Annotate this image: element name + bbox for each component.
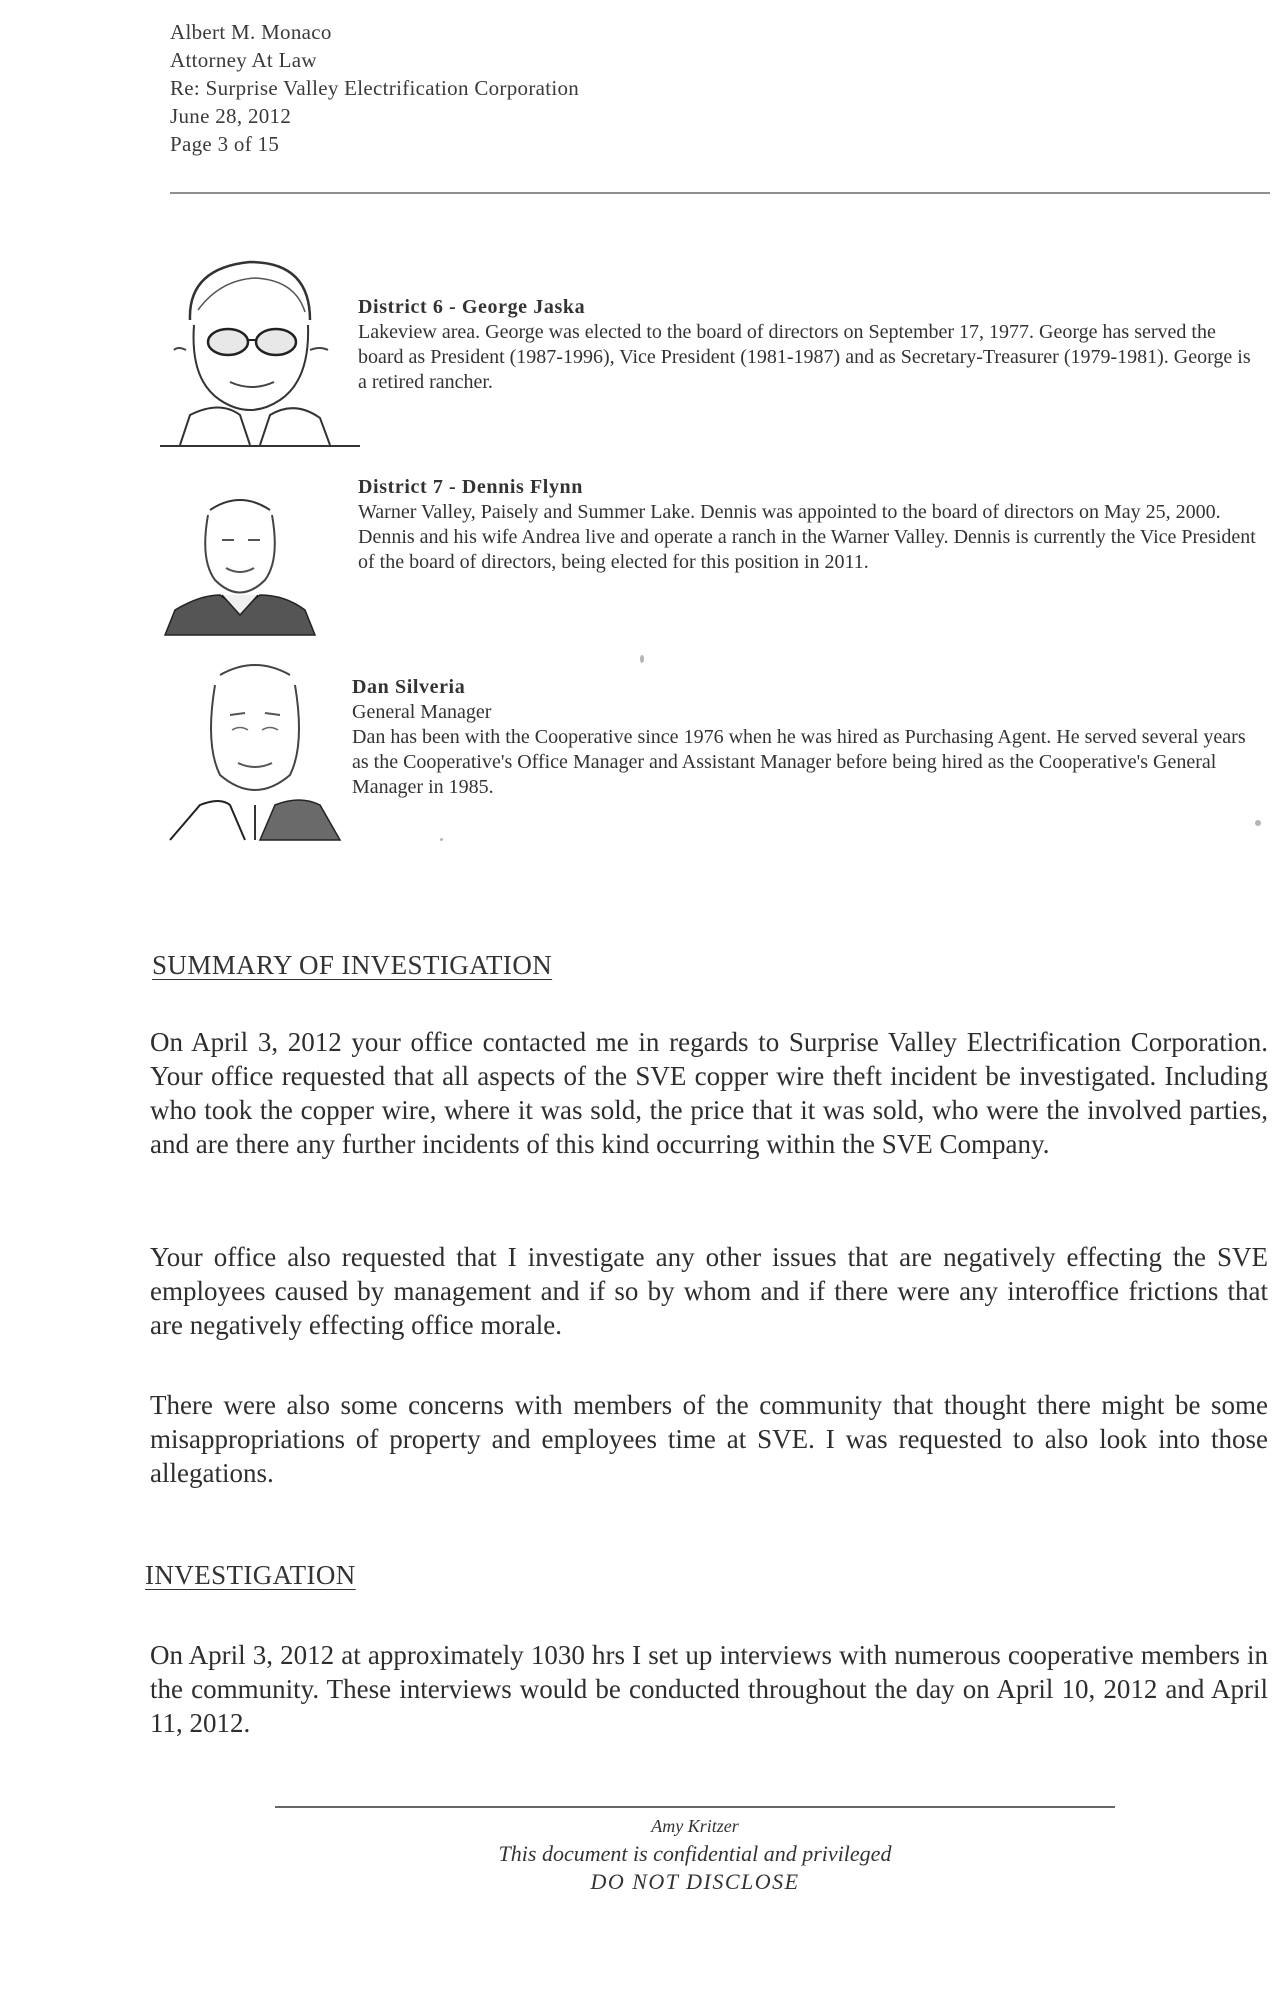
summary-paragraph: On April 3, 2012 your office contacted me in regards to Surprise Valley Electrification Corporation. Your office requested that all aspects of the SVE copper wire theft incident be investigated. Including who took the copper wire, where it was sold, the price that it was sold, who were the involved parties, and are there any further incidents of this kind occurring within the SVE Company. bbox=[150, 1027, 1268, 1159]
header-date: June 28, 2012 bbox=[170, 104, 292, 128]
member-name: Dan Silveria bbox=[352, 676, 466, 698]
footer-notice: This document is confidential and privileged bbox=[498, 1841, 892, 1866]
member-role: General Manager bbox=[352, 701, 492, 723]
portrait-dennis-flynn bbox=[160, 470, 320, 640]
header-rule bbox=[170, 192, 1270, 194]
scan-speck bbox=[1255, 820, 1261, 826]
investigation-heading: INVESTIGATION bbox=[145, 1560, 356, 1590]
footer-warning: DO NOT DISCLOSE bbox=[590, 1869, 800, 1894]
member-george-jaska bbox=[160, 250, 1270, 450]
summary-heading: SUMMARY OF INVESTIGATION bbox=[152, 950, 553, 980]
member-dennis-flynn bbox=[160, 470, 1270, 640]
footer-author: Amy Kritzer bbox=[651, 1816, 739, 1836]
footer-rule bbox=[275, 1806, 1115, 1808]
footer bbox=[275, 1812, 1115, 1896]
member-bio: Warner Valley, Paisely and Summer Lake. Dennis was appointed to the board of directors on May 25, 2000. Dennis and his wife Andrea live and operate a ranch in the Warner Valley. Dennis is currently the Vice President of the board of directors, being elected for this position in 2011. bbox=[358, 501, 1256, 573]
member-name: District 7 - Dennis Flynn bbox=[358, 476, 583, 498]
member-dan-silveria bbox=[160, 655, 1270, 845]
letter-header bbox=[170, 18, 579, 158]
member-bio: Dan has been with the Cooperative since 1976 when he was hired as Purchasing Agent. He served several years as the Cooperative's Office Manager and Assistant Manager before being hired as the Cooperative's General Manager in 1985. bbox=[352, 726, 1246, 798]
header-name: Albert M. Monaco bbox=[170, 20, 332, 44]
header-page: Page 3 of 15 bbox=[170, 132, 280, 156]
scan-speck bbox=[440, 838, 443, 841]
summary-paragraph: There were also some concerns with members of the community that thought there might be some misappropriations of property and employees time at SVE. I was requested to also look into those allegations. bbox=[150, 1390, 1268, 1488]
investigation-paragraph: On April 3, 2012 at approximately 1030 hrs I set up interviews with numerous cooperative members in the community. These interviews would be conducted throughout the day on April 10, 2012 and April 11, 2012. bbox=[150, 1640, 1268, 1738]
portrait-dan-silveria bbox=[160, 655, 350, 845]
header-title: Attorney At Law bbox=[170, 48, 317, 72]
member-bio: Lakeview area. George was elected to the board of directors on September 17, 1977. George has served the board as President (1987-1996), Vice President (1981-1987) and as Secretary-Treasurer (1979-1981). George is a retired rancher. bbox=[358, 321, 1251, 393]
scan-speck bbox=[640, 655, 644, 663]
portrait-george-jaska bbox=[160, 250, 360, 450]
member-name: District 6 - George Jaska bbox=[358, 296, 586, 318]
header-re: Re: Surprise Valley Electrification Corporation bbox=[170, 76, 580, 100]
summary-paragraph: Your office also requested that I investigate any other issues that are negatively effecting the SVE employees caused by management and if so by whom and if there were any interoffice frictions that are negatively effecting office morale. bbox=[150, 1242, 1268, 1340]
